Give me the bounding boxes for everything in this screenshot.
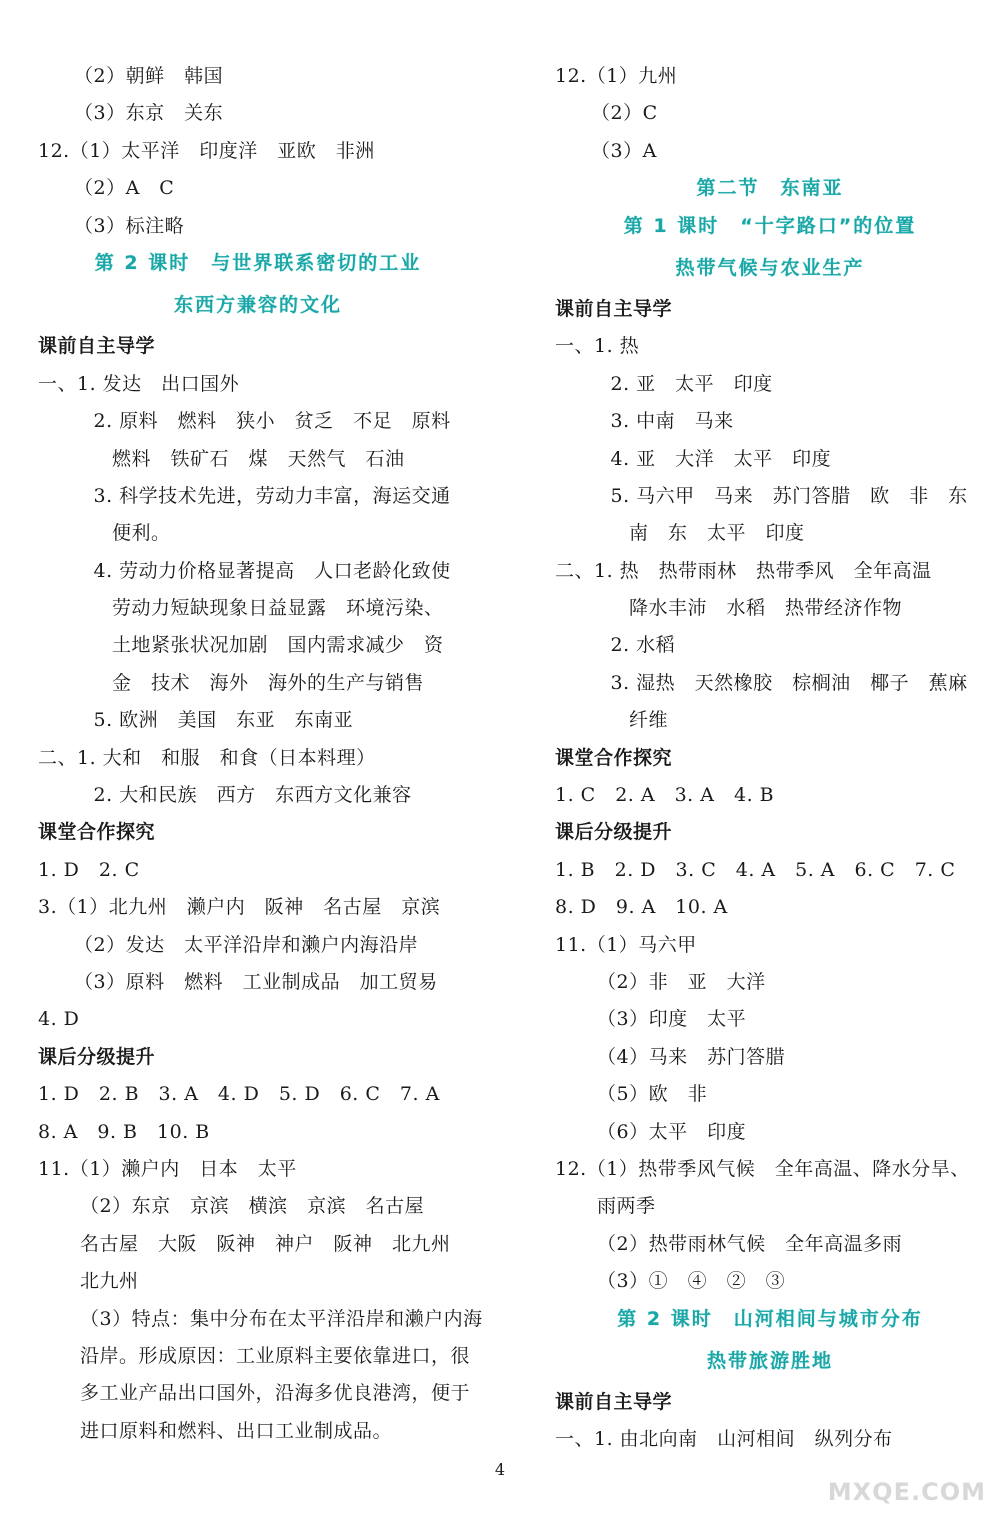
answer-line: 燃料 铁矿石 煤 天然气 石油 [112, 447, 405, 470]
section-heading: 课后分级提升 [38, 1045, 156, 1068]
section-heading: 课堂合作探究 [555, 746, 673, 769]
section-heading: 课堂合作探究 [38, 821, 156, 844]
answer-line: （6）太平 印度 [597, 1120, 747, 1143]
answer-line: 二、1. 大和 和服 和食（日本料理） [38, 746, 376, 769]
answer-line: 纤维 [629, 709, 669, 732]
section-title: 第 2 课时 与世界联系密切的工业 [94, 251, 422, 274]
section-heading: 课前自主导学 [38, 335, 156, 358]
answer-line: 二、1. 热 热带雨林 热带季风 全年高温 [555, 559, 932, 582]
answer-line: 3.（1）北九州 濑户内 阪神 名古屋 京滨 [38, 896, 441, 919]
answer-line: 降水丰沛 水稻 热带经济作物 [629, 597, 903, 620]
answer-line: 2. 亚 太平 印度 [591, 372, 773, 395]
answer-line: （2）朝鲜 韩国 [74, 65, 224, 87]
section-title: 东西方兼容的文化 [173, 294, 342, 317]
answer-line: （3）特点：集中分布在太平洋沿岸和濑户内海 [80, 1307, 483, 1330]
answer-line: 土地紧张状况加剧 国内需求减少 资 [112, 634, 444, 657]
answer-line: 进口原料和燃料、出口工业制成品。 [80, 1419, 393, 1442]
section-heading: 课前自主导学 [555, 1390, 673, 1413]
answer-line: 雨两季 [597, 1195, 656, 1218]
answer-line: 4. 亚 大洋 太平 印度 [591, 447, 832, 470]
answer-line: 2. 大和民族 西方 东西方文化兼容 [74, 784, 412, 807]
answer-line: （3）原料 燃料 工业制成品 加工贸易 [74, 970, 438, 993]
answer-line: 一、1. 由北向南 山河相间 纵列分布 [555, 1428, 893, 1451]
answer-line: （5）欧 非 [597, 1083, 708, 1106]
answer-line: （3）① ④ ② ③ [597, 1270, 786, 1293]
answer-line: 12.（1）太平洋 印度洋 亚欧 非洲 [38, 139, 375, 162]
answer-line: 沿岸。形成原因：工业原料主要依靠进口，很 [80, 1344, 471, 1367]
answer-line: （2）非 亚 大洋 [597, 970, 766, 993]
answer-line: 11.（1）濑户内 日本 太平 [38, 1157, 297, 1180]
answer-line: （2）热带雨林气候 全年高温多雨 [597, 1232, 903, 1255]
answer-line: 金 技术 海外 海外的生产与销售 [112, 671, 425, 694]
answer-line: 便利。 [112, 522, 171, 545]
answer-line: 3. 中南 马来 [591, 410, 734, 433]
watermark-logo: MXQE.COM [827, 1478, 986, 1506]
answer-line: 一、1. 热 [555, 335, 640, 358]
answer-line: （3）印度 太平 [597, 1008, 747, 1031]
answer-line: （3）东京 关东 [74, 102, 224, 125]
answer-line: 南 东 太平 印度 [629, 522, 805, 545]
answer-line: （3）A [591, 139, 657, 162]
section-heading: 课后分级提升 [555, 821, 673, 844]
answer-line: （4）马来 苏门答腊 [597, 1045, 786, 1068]
answer-line: 1. C 2. A 3. A 4. B [555, 784, 775, 807]
answer-line: 5. 欧洲 美国 东亚 东南亚 [74, 709, 354, 732]
answer-line: （2）A C [74, 177, 175, 200]
section-heading: 课前自主导学 [555, 297, 673, 320]
left-column [38, 58, 483, 1450]
answer-line: 多工业产品出口国外，沿海多优良港湾，便于 [80, 1382, 471, 1405]
answer-line: 1. D 2. B 3. A 4. D 5. D 6. C 7. A [38, 1083, 440, 1106]
answer-line: （3）标注略 [74, 214, 185, 237]
answer-line: 3. 科学技术先进，劳动力丰富，海运交通 [74, 484, 451, 507]
answer-line: 8. D 9. A 10. A [555, 896, 728, 919]
section-title: 第 1 课时 “十字路口”的位置 [623, 214, 917, 237]
right-column [555, 58, 985, 1459]
section-title: 第二节 东南亚 [696, 177, 844, 200]
section-title: 热带气候与农业生产 [675, 256, 865, 279]
answer-line: 北九州 [80, 1270, 139, 1293]
answer-line: 12.（1）热带季风气候 全年高温、降水分旱、 [555, 1157, 970, 1180]
answer-line: 名古屋 大阪 阪神 神户 阪神 北九州 [80, 1232, 451, 1255]
answer-line: 2. 水稻 [591, 634, 676, 657]
section-title: 热带旅游胜地 [706, 1349, 833, 1372]
answer-line: （2）发达 太平洋沿岸和濑户内海沿岸 [74, 933, 419, 956]
answer-line: 12.（1）九州 [555, 65, 678, 87]
answer-line: 一、1. 发达 出口国外 [38, 372, 240, 395]
answer-line: 8. A 9. B 10. B [38, 1120, 210, 1143]
answer-line: 4. 劳动力价格显著提高 人口老龄化致使 [74, 559, 451, 582]
answer-line: （2）C [591, 102, 658, 125]
answer-line: 4. D [38, 1008, 80, 1031]
answer-line: 1. B 2. D 3. C 4. A 5. A 6. C 7. C [555, 858, 956, 881]
answer-line: 2. 原料 燃料 狭小 贫乏 不足 原料 [74, 410, 451, 433]
answer-line: 劳动力短缺现象日益显露 环境污染、 [112, 597, 444, 620]
answer-line: 5. 马六甲 马来 苏门答腊 欧 非 东 [591, 484, 968, 507]
page-number: 4 [494, 1460, 506, 1479]
answer-line: （2）东京 京滨 横滨 京滨 名古屋 [80, 1195, 425, 1218]
answer-line: 3. 湿热 天然橡胶 棕榈油 椰子 蕉麻 [591, 671, 968, 694]
answer-line: 11.（1）马六甲 [555, 933, 697, 956]
section-title: 第 2 课时 山河相间与城市分布 [617, 1307, 923, 1330]
answer-line: 1. D 2. C [38, 858, 140, 881]
